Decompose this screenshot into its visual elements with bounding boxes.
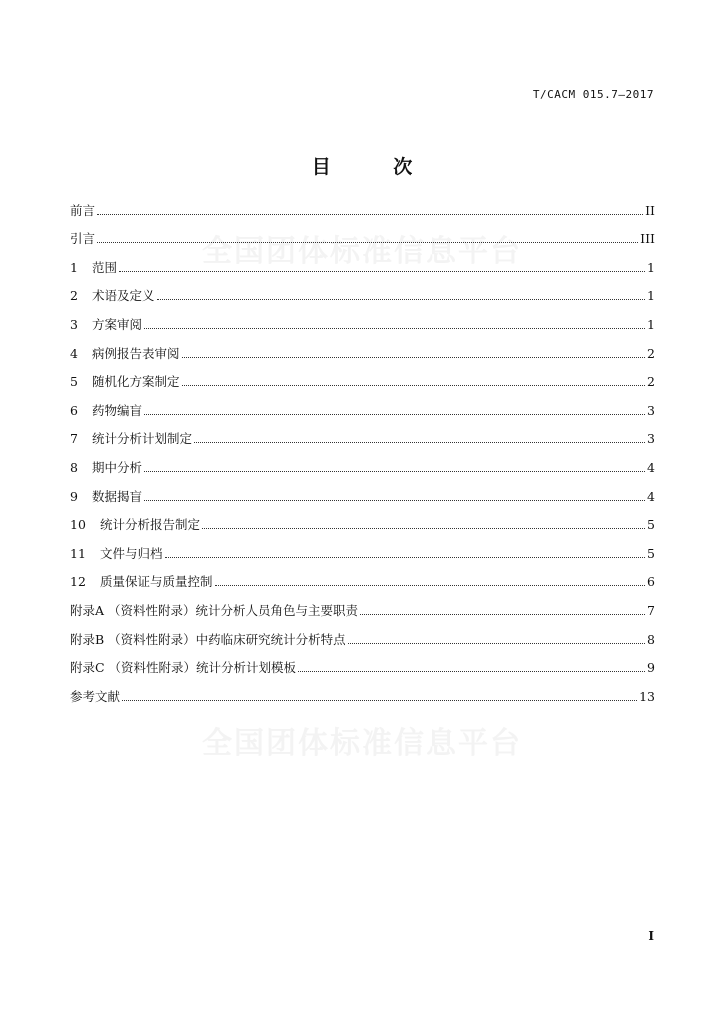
leader-dots [202, 528, 645, 529]
toc-entry-label: 范围 [92, 259, 118, 275]
toc-entry-page: 1 [647, 288, 655, 304]
toc-entry-10[interactable] [70, 505, 655, 534]
leader-dots [144, 500, 645, 501]
toc-entry-appendix-c[interactable] [70, 648, 655, 677]
toc-entry-page: III [640, 231, 655, 247]
toc-entry-page: 9 [647, 660, 655, 676]
toc-entry-page: 8 [647, 631, 655, 647]
page-number: I [648, 929, 654, 943]
leader-dots [182, 385, 646, 386]
toc-entry-number: 4 [70, 345, 78, 361]
toc-entry-number: 5 [70, 374, 78, 390]
table-of-contents [70, 190, 655, 705]
toc-entry-foreword[interactable] [70, 190, 655, 219]
toc-entry-appendix-b[interactable] [70, 619, 655, 648]
toc-entry-page: 13 [639, 688, 655, 704]
toc-entry-page: 4 [647, 459, 655, 475]
toc-entry-label: 术语及定义 [92, 288, 155, 304]
leader-dots [157, 299, 646, 300]
leader-dots [144, 328, 645, 329]
toc-entry-label: 统计分析报告制定 [100, 517, 201, 533]
toc-entry-label: 前言 [70, 202, 96, 218]
leader-dots [97, 214, 643, 215]
toc-entry-11[interactable] [70, 533, 655, 562]
toc-entry-label: 参考文献 [70, 688, 121, 704]
toc-entry-number: 7 [70, 431, 78, 447]
toc-entry-label: 随机化方案制定 [92, 374, 180, 390]
toc-entry-2[interactable] [70, 276, 655, 305]
toc-entry-number: 11 [70, 545, 86, 561]
leader-dots [97, 242, 638, 243]
toc-entry-page: 2 [647, 374, 655, 390]
toc-entry-page: 7 [647, 602, 655, 618]
toc-entry-9[interactable] [70, 476, 655, 505]
toc-entry-label: 药物编盲 [92, 402, 143, 418]
toc-entry-label: 附录B （资料性附录）中药临床研究统计分析特点 [70, 631, 346, 647]
leader-dots [182, 357, 646, 358]
toc-entry-4[interactable] [70, 333, 655, 362]
toc-entry-page: 2 [647, 345, 655, 361]
toc-entry-number: 1 [70, 259, 78, 275]
toc-entry-label: 文件与归档 [100, 545, 163, 561]
toc-entry-page: 5 [647, 517, 655, 533]
toc-entry-number: 12 [70, 574, 86, 590]
leader-dots [194, 442, 645, 443]
leader-dots [122, 700, 637, 701]
document-code: T/CACM 015.7—2017 [532, 88, 654, 101]
toc-entry-1[interactable] [70, 247, 655, 276]
toc-entry-number: 3 [70, 316, 78, 332]
toc-entry-label: 附录C （资料性附录）统计分析计划模板 [70, 660, 297, 676]
toc-entry-label: 病例报告表审阅 [92, 345, 180, 361]
toc-entry-page: 1 [647, 259, 655, 275]
toc-entry-page: 3 [647, 402, 655, 418]
leader-dots [215, 585, 646, 586]
toc-entry-label: 数据揭盲 [92, 488, 143, 504]
toc-entry-5[interactable] [70, 362, 655, 391]
toc-entry-introduction[interactable] [70, 219, 655, 248]
watermark: 全国团体标准信息平台 [202, 726, 522, 761]
toc-entry-8[interactable] [70, 447, 655, 476]
toc-entry-number: 6 [70, 402, 78, 418]
leader-dots [144, 414, 645, 415]
toc-entry-page: 6 [647, 574, 655, 590]
toc-entry-label: 方案审阅 [92, 316, 143, 332]
toc-entry-number: 8 [70, 459, 78, 475]
toc-entry-7[interactable] [70, 419, 655, 448]
toc-entry-6[interactable] [70, 390, 655, 419]
toc-entry-label: 质量保证与质量控制 [100, 574, 213, 590]
toc-entry-page: 1 [647, 316, 655, 332]
toc-entry-page: 3 [647, 431, 655, 447]
leader-dots [119, 271, 645, 272]
leader-dots [144, 471, 645, 472]
leader-dots [165, 557, 646, 558]
toc-entry-references[interactable] [70, 676, 655, 705]
toc-entry-number: 2 [70, 288, 78, 304]
toc-entry-page: II [645, 202, 655, 218]
toc-entry-3[interactable] [70, 304, 655, 333]
toc-entry-appendix-a[interactable] [70, 590, 655, 619]
toc-entry-page: 4 [647, 488, 655, 504]
toc-entry-page: 5 [647, 545, 655, 561]
toc-entry-12[interactable] [70, 562, 655, 591]
leader-dots [360, 614, 645, 615]
toc-title: 目 次 [311, 156, 441, 178]
toc-entry-label: 引言 [70, 231, 96, 247]
leader-dots [348, 643, 645, 644]
toc-entry-label: 附录A （资料性附录）统计分析人员角色与主要职责 [70, 602, 359, 618]
toc-entry-label: 期中分析 [92, 459, 143, 475]
toc-entry-label: 统计分析计划制定 [92, 431, 193, 447]
leader-dots [298, 671, 645, 672]
toc-entry-number: 10 [70, 517, 86, 533]
watermark: 全国团体标准信息平台 [202, 234, 522, 269]
toc-entry-number: 9 [70, 488, 78, 504]
